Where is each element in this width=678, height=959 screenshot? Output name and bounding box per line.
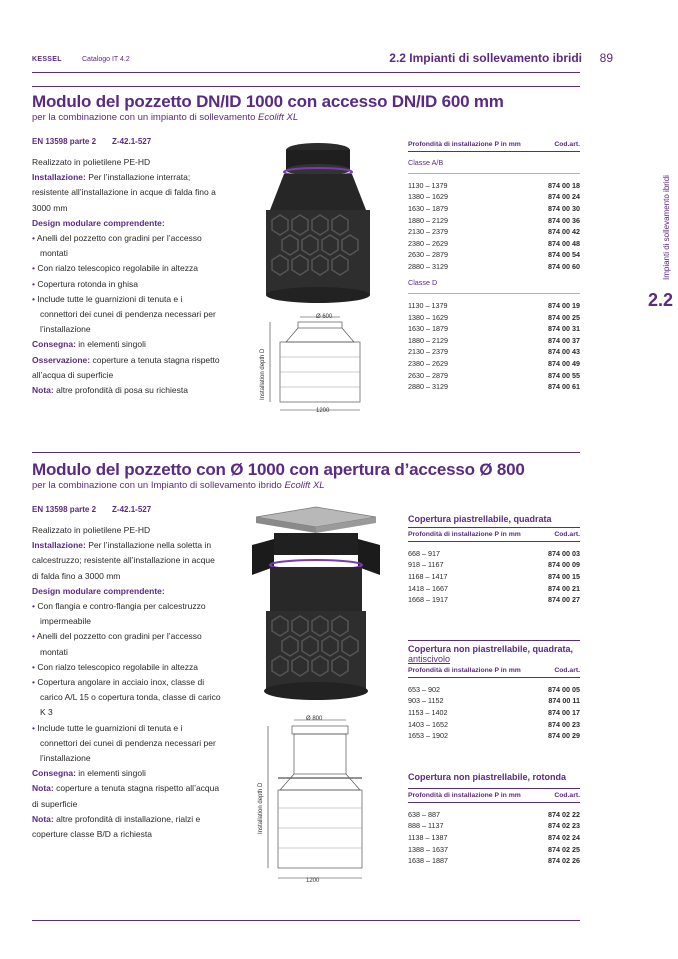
table-row: 1138 – 1387 874 02 24	[408, 832, 580, 842]
side-section-label: Impianti di sollevamento ibridi	[662, 175, 671, 280]
section2-title: Modulo del pozzetto con Ø 1000 con apertura d’accesso Ø 800	[32, 460, 525, 479]
shaft-module-600-photo	[248, 140, 388, 310]
drawing2-depth-label: Installation depth D	[258, 782, 264, 834]
shaft-module-800-drawing	[258, 712, 383, 890]
page-number: 89	[599, 51, 613, 65]
table-row: 918 – 1167 874 00 09	[408, 560, 580, 570]
list-item: • Include tutte le guarnizioni di tenuta e i connettori dei cunei di pendenza necessari per l’installazione	[32, 721, 222, 767]
table-row: 653 – 902 874 00 05	[408, 684, 580, 694]
section1-subtitle: per la combinazione con un impianto di sollevamento Ecolift XL	[32, 112, 299, 123]
section2-norms: EN 13598 parte 2 Z-42.1-527	[32, 505, 152, 514]
table-row: 888 – 1137 874 02 23	[408, 821, 580, 831]
shaft-module-600-drawing	[258, 312, 383, 420]
table-row: 2630 – 2879 874 00 54	[408, 250, 580, 260]
table-group-label: Classe A/B	[408, 158, 444, 167]
table-col-code: Cod.art.	[542, 138, 580, 152]
table-row: 638 – 887 874 02 22	[408, 809, 580, 819]
table-group-label: Classe D	[408, 278, 438, 288]
drawing2-top-diameter: Ø 800	[306, 716, 323, 722]
table-col-code: Cod.art.	[542, 664, 580, 678]
table-row: 2380 – 2629 874 00 48	[408, 238, 580, 248]
section2-description: Realizzato in polietilene PE-HD Installazione: Per l’installazione nella soletta in calcestruzzo; resistente all’installazione in acque di falda fino a 3000 mm Design modulare comprendente: • Con flangia e contro-flangia per calcestruzzo impermeabile • Anelli del pozzetto con gradini per l’accesso montati • Con rialzo telescopico regolabile in altezza • Copertura angolare in acciaio inox, classe di carico A/L 15 o copertura tonda, classe di carico K 3 • Include tutte le guarnizioni di tenuta e i connettori dei cunei di pendenza necessari per l’installazione Consegna: in elementi singoli Nota: coperture a tenuta stagna rispetto all’acqua di superficie Nota: altre profondità di installazione, rialzi e coperture classe B/D a richiesta	[32, 523, 222, 842]
footer-rule	[32, 920, 580, 921]
table-row: 1880 – 2129 874 00 36	[408, 215, 580, 225]
section2-table-tileable-square	[408, 514, 580, 605]
list-item: • Copertura angolare in acciaio inox, classe di carico A/L 15 o copertura tonda, classe di carico K 3	[32, 675, 222, 721]
section2-table-nontileable-square	[408, 640, 580, 741]
list-item: • Anelli del pozzetto con gradini per l’accesso montati	[32, 629, 222, 659]
table-row: 1668 – 1917 874 00 27	[408, 595, 580, 605]
section1-code-table	[408, 138, 580, 393]
table-row: 2380 – 2629 874 00 49	[408, 359, 580, 369]
list-item: • Con rialzo telescopico regolabile in altezza	[32, 261, 222, 276]
table-row: 1380 – 1629 874 00 25	[408, 312, 580, 322]
section1-top-rule	[32, 86, 580, 87]
table-col-depth: Profondità di installazione P in mm	[408, 664, 542, 678]
table-col-depth: Profondità di installazione P in mm	[408, 528, 542, 542]
side-section-number: 2.2	[648, 290, 674, 310]
table-col-code: Cod.art.	[542, 789, 580, 803]
table-row: 1388 – 1637 874 02 25	[408, 844, 580, 854]
list-item: • Con rialzo telescopico regolabile in altezza	[32, 660, 222, 675]
list-item: • Con flangia e contro-flangia per calcestruzzo impermeabile	[32, 599, 222, 629]
header-rule	[32, 72, 580, 73]
section1-description: Realizzato in polietilene PE-HD Installazione: Per l’installazione interrata; resistente all’installazione in acque di falda fino a 3000 mm Design modulare comprendente: • Anelli del pozzetto con gradini per l’accesso montati • Con rialzo telescopico regolabile in altezza • Copertura rotonda in ghisa • Include tutte le guarnizioni di tenuta e i connettori dei cunei di pendenza necessari per l’installazione Consegna: in elementi singoli Osservazione: coperture a tenuta stagna rispetto all’acqua di superficie Nota: altre profondità di posa su richiesta	[32, 155, 222, 398]
list-item: • Copertura rotonda in ghisa	[32, 277, 222, 292]
table-row: 1130 – 1379 874 00 18	[408, 180, 580, 190]
section2-subtitle: per la combinazione con un Impianto di sollevamento ibrido Ecolift XL	[32, 480, 325, 491]
table-row: 1153 – 1402 874 00 17	[408, 707, 580, 717]
list-item: • Include tutte le guarnizioni di tenuta e i connettori dei cunei di pendenza necessari per l’installazione	[32, 292, 222, 338]
table-row: 903 – 1152 874 00 11	[408, 696, 580, 706]
section1-title: Modulo del pozzetto DN/ID 1000 con accesso DN/ID 600 mm	[32, 92, 504, 111]
list-item: • Anelli del pozzetto con gradini per l’accesso montati	[32, 231, 222, 261]
table-title: Copertura non piastrellabile, rotonda	[408, 772, 580, 789]
table-row: 1418 – 1667 874 00 21	[408, 583, 580, 593]
table-row: 1638 – 1887 874 02 26	[408, 856, 580, 866]
table-col-code: Cod.art.	[542, 528, 580, 542]
table-row: 1630 – 1879 874 00 30	[408, 203, 580, 213]
table-row: 1653 – 1902 874 00 29	[408, 731, 580, 741]
drawing1-bottom-width: 1200	[316, 408, 330, 414]
table-title: Copertura non piastrellabile, quadrata, antiscivolo	[408, 640, 580, 664]
table-row: 1380 – 1629 874 00 24	[408, 192, 580, 202]
table-row: 2880 – 3129 874 00 60	[408, 261, 580, 271]
table-row: 2880 – 3129 874 00 61	[408, 382, 580, 392]
table-row: 2130 – 2379 874 00 43	[408, 347, 580, 357]
drawing1-depth-label: Installation depth D	[260, 348, 266, 400]
table-row: 1630 – 1879 874 00 31	[408, 324, 580, 334]
table-row: 1130 – 1379 874 00 19	[408, 301, 580, 311]
shaft-module-800-photo	[246, 505, 386, 705]
table-col-depth: Profondità di installazione P in mm	[408, 138, 542, 152]
section1-norms: EN 13598 parte 2 Z-42.1-527	[32, 137, 152, 146]
section-title: 2.2 Impianti di sollevamento ibridi	[389, 51, 582, 65]
drawing2-bottom-width: 1200	[306, 878, 320, 884]
drawing1-top-diameter: Ø 600	[316, 314, 333, 320]
section2-top-rule	[32, 452, 580, 453]
table-row: 668 – 917 874 00 03	[408, 548, 580, 558]
brand-name: KESSEL	[32, 56, 62, 63]
table-col-depth: Profondità di installazione P in mm	[408, 789, 542, 803]
table-row: 1880 – 2129 874 00 37	[408, 335, 580, 345]
table-row: 1403 – 1652 874 00 23	[408, 719, 580, 729]
table-row: 1168 – 1417 874 00 15	[408, 571, 580, 581]
table-row: 2130 – 2379 874 00 42	[408, 227, 580, 237]
table-row: 2630 – 2879 874 00 55	[408, 370, 580, 380]
catalog-name: Catalogo IT 4.2	[82, 56, 130, 63]
table-title: Copertura piastrellabile, quadrata	[408, 514, 552, 524]
section2-table-nontileable-round	[408, 772, 580, 866]
